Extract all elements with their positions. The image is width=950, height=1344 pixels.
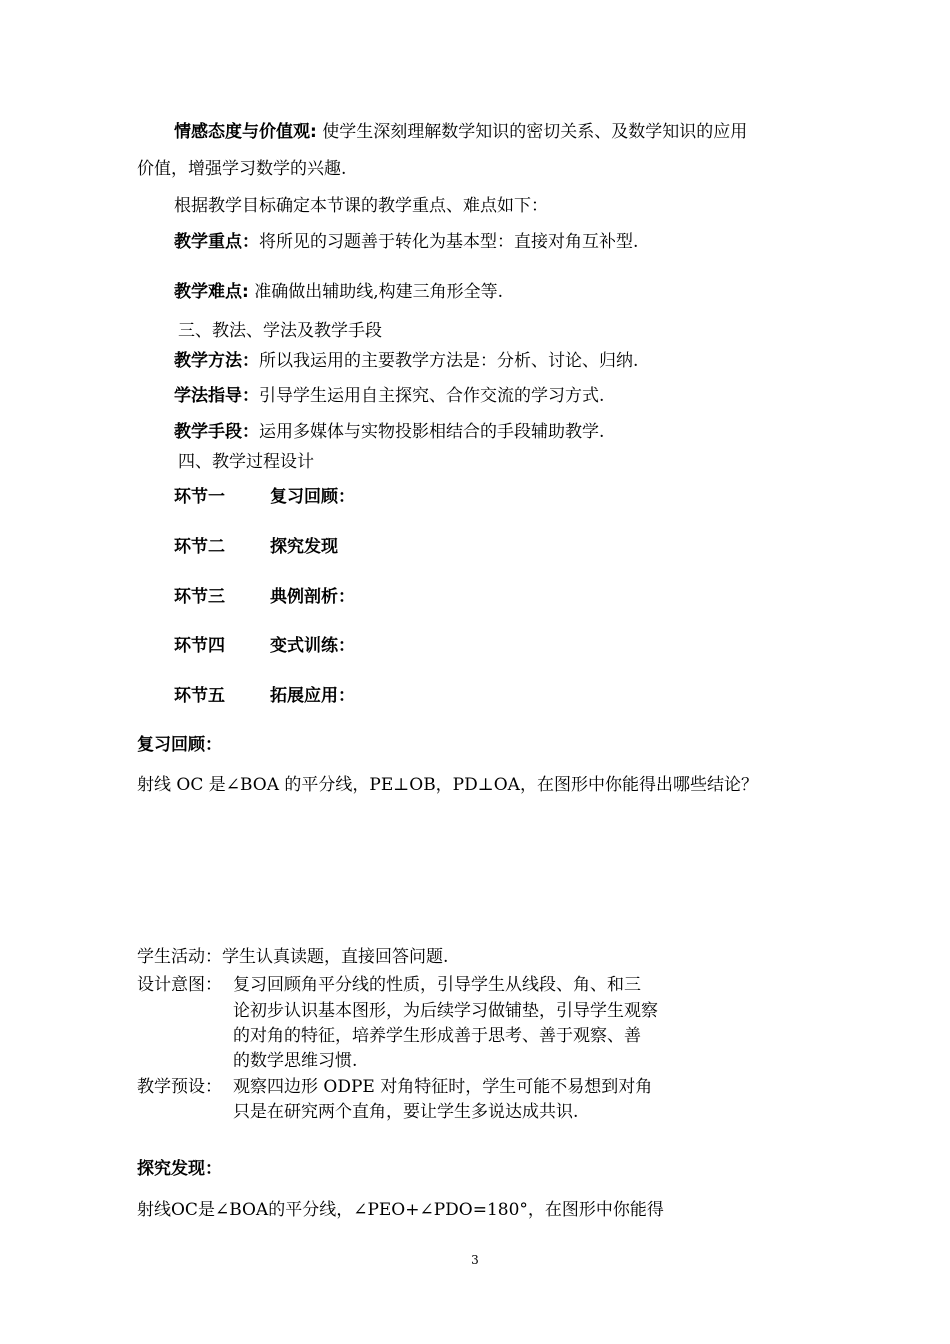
stage-number: 环节三 [174,587,225,607]
difficulty-label: 教学难点: [174,282,249,302]
review-activity [137,946,448,968]
section4-heading: 四、教学过程设计 [178,452,314,472]
activity-text: 学生认真读题，直接回答问题. [222,947,449,967]
means-label: 教学手段： [174,422,259,442]
stage-number: 环节二 [174,537,225,557]
study-guide [174,385,604,407]
intent-line2: 论初步认识基本图形，为后续学习做铺垫，引导学生观察 [233,1001,658,1021]
key-point-text: 将所见的习题善于转化为基本型：直接对角互补型. [259,232,639,252]
explore-question: 射线OC是∠BOA的平分线，∠PEO+∠PDO=180°，在图形中你能得 [137,1200,664,1220]
stage-number: 环节一 [174,487,225,507]
intro-text: 根据教学目标确定本节课的教学重点、难点如下： [174,196,548,216]
intent-label: 设计意图： [137,975,222,995]
method-label: 教学方法： [174,351,259,371]
preset-line1: 观察四边形 ODPE 对角特征时，学生可能不易想到对角 [233,1077,653,1097]
stage-name: 复习回顾： [270,487,355,507]
teaching-means [174,421,604,443]
stage-name: 拓展应用： [270,686,355,706]
affective-label: 情感态度与价值观: [174,122,317,142]
affective-paragraph [174,121,747,143]
difficulty-text: 准确做出辅助线,构建三角形全等. [254,282,504,302]
preset-label: 教学预设： [137,1077,222,1097]
intent-line1: 复习回顾角平分线的性质，引导学生从线段、角、和三 [233,975,641,995]
stage-name: 变式训练： [270,636,355,656]
review-heading: 复习回顾： [137,735,222,755]
stage-number: 环节五 [174,686,225,706]
review-question: 射线 OC 是∠BOA 的平分线，PE⊥OB，PD⊥OA，在图形中你能得出哪些结论？ [137,775,758,795]
activity-label: 学生活动： [137,947,222,967]
guide-label: 学法指导： [174,386,259,406]
difficulty [174,281,503,303]
method-text: 所以我运用的主要教学方法是：分析、讨论、归纳. [259,351,639,371]
affective-text-line2: 价值，增强学习数学的兴趣. [137,159,347,179]
stage-name: 典例剖析： [270,587,355,607]
means-text: 运用多媒体与实物投影相结合的手段辅助教学. [259,422,605,442]
explore-heading: 探究发现： [137,1159,222,1179]
intent-line4: 的数学思维习惯. [233,1051,358,1071]
intent-line3: 的对角的特征，培养学生形成善于思考、善于观察、善 [233,1026,641,1046]
stage-name: 探究发现 [270,537,338,557]
key-point-label: 教学重点： [174,232,259,252]
affective-text-line1: 使学生深刻理解数学知识的密切关系、及数学知识的应用 [322,122,748,142]
key-point [174,231,638,253]
page-number: 3 [471,1253,479,1267]
preset-line2: 只是在研究两个直角，要让学生多说达成共识. [233,1102,579,1122]
stage-number: 环节四 [174,636,225,656]
guide-text: 引导学生运用自主探究、合作交流的学习方式. [259,386,605,406]
teaching-method [174,350,638,372]
section3-heading: 三、教法、学法及教学手段 [178,321,382,341]
